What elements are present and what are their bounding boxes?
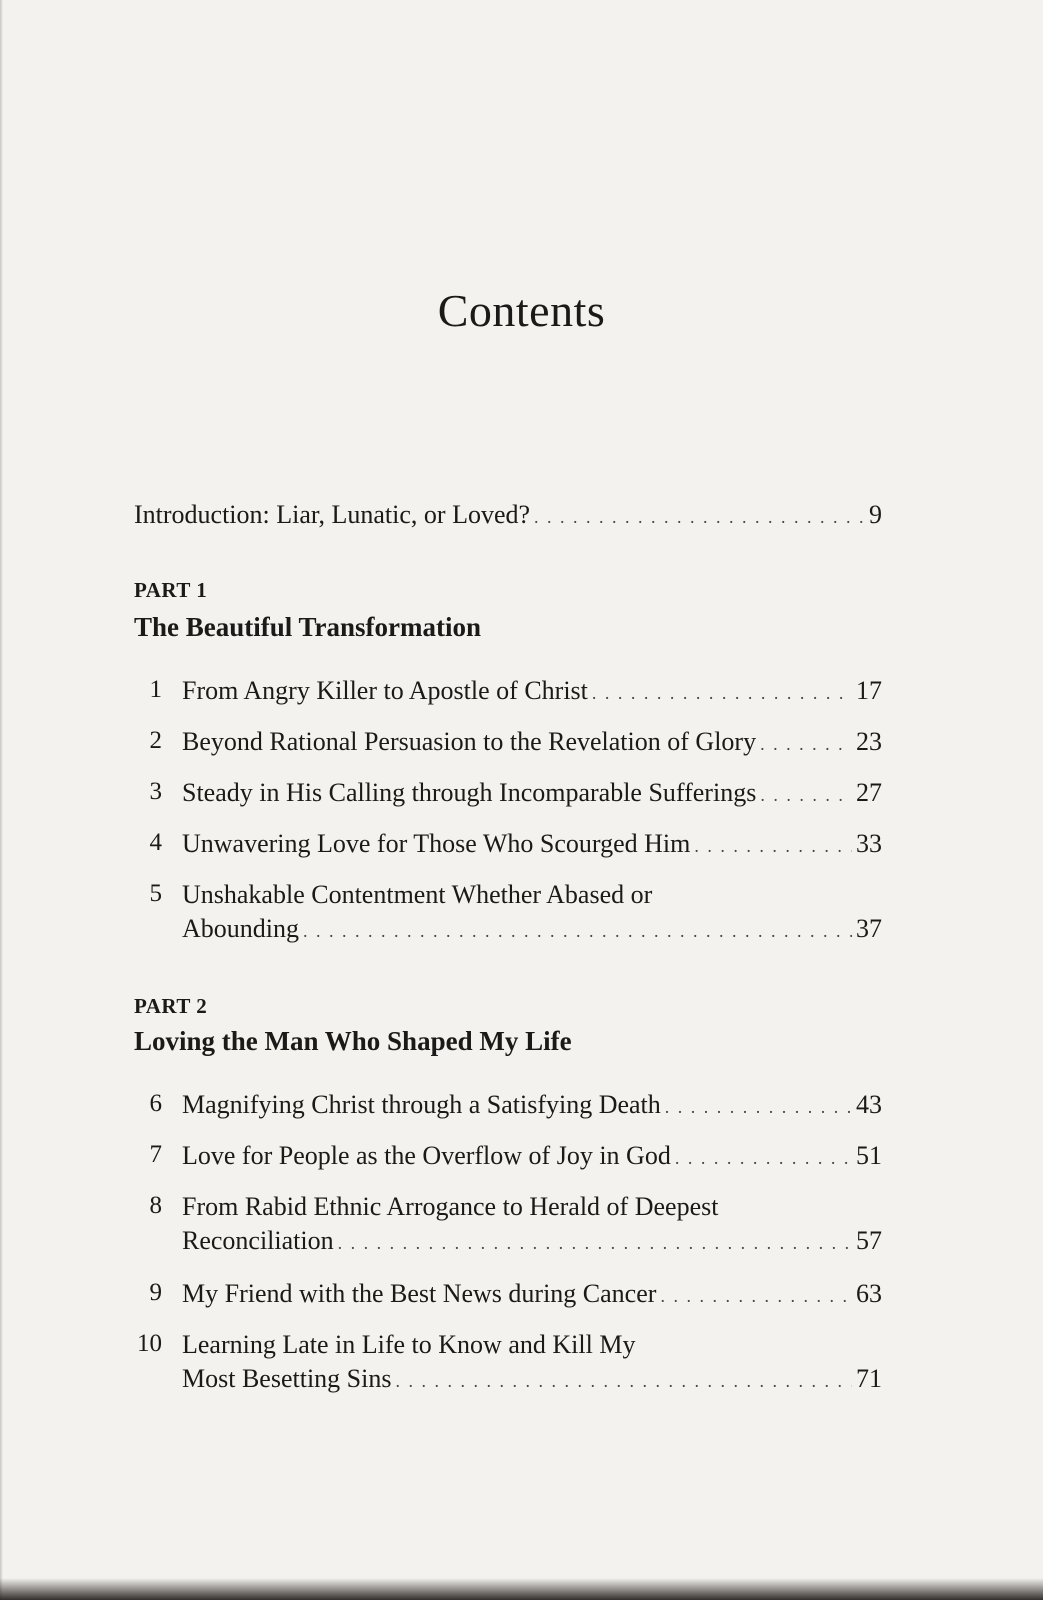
page-left-edge [0, 0, 3, 1600]
dot-leader [660, 1286, 852, 1307]
chapter-number: 1 [149, 676, 162, 703]
part-label: PART 1 [134, 578, 208, 602]
toc-entry-chapter-8[interactable] [182, 1226, 882, 1256]
toc-entry-chapter-3[interactable] [182, 778, 882, 808]
toc-entry-chapter-1[interactable] [182, 676, 882, 706]
chapter-title: Magnifying Christ through a Satisfying Death [182, 1090, 661, 1119]
toc-entry-introduction[interactable] [134, 500, 882, 530]
part-label: PART 2 [134, 994, 208, 1018]
dot-leader [760, 734, 852, 755]
chapter-title: Steady in His Calling through Incomparable Sufferings [182, 778, 757, 807]
part-title: Loving the Man Who Shaped My Life [134, 1026, 572, 1056]
chapter-title-line-2: Abounding [182, 914, 299, 943]
chapter-title-line-2: Most Besetting Sins [182, 1364, 392, 1393]
chapter-number: 4 [149, 829, 162, 856]
toc-entry-label: Introduction: Liar, Lunatic, or Loved? [134, 500, 531, 529]
page-title: Contents [437, 285, 606, 336]
chapter-title-line-1: From Rabid Ethnic Arrogance to Herald of Deepest [182, 1192, 719, 1221]
chapter-number: 3 [149, 778, 162, 805]
toc-entry-chapter-2[interactable] [182, 727, 882, 757]
dot-leader [675, 1148, 852, 1169]
toc-page-number: 57 [856, 1226, 882, 1255]
chapter-title-line-1: Unshakable Contentment Whether Abased or [182, 880, 653, 909]
chapter-title-line-2: Reconciliation [182, 1226, 334, 1255]
dot-leader [534, 507, 865, 528]
toc-page-number: 51 [856, 1141, 882, 1170]
dot-leader [694, 836, 852, 857]
toc-entry-chapter-9[interactable] [182, 1279, 882, 1309]
chapter-title-line-1: Learning Late in Life to Know and Kill My [182, 1330, 636, 1359]
chapter-number: 5 [149, 880, 162, 907]
dot-leader [303, 921, 852, 942]
toc-page-number: 63 [856, 1279, 882, 1308]
chapter-number: 6 [149, 1090, 162, 1117]
chapter-number: 9 [149, 1279, 162, 1306]
toc-page-number: 71 [856, 1364, 882, 1393]
dot-leader [592, 683, 852, 704]
toc-page-number: 23 [856, 727, 882, 756]
dot-leader [395, 1371, 852, 1392]
toc-page-number: 37 [856, 914, 882, 943]
toc-entry-chapter-7[interactable] [182, 1141, 882, 1171]
chapter-title: Love for People as the Overflow of Joy in God [182, 1141, 671, 1170]
toc-entry-chapter-10[interactable] [182, 1364, 882, 1394]
chapter-number: 2 [149, 727, 162, 754]
chapter-number: 8 [149, 1192, 162, 1219]
chapter-title: Unwavering Love for Those Who Scourged Him [182, 829, 691, 858]
toc-entry-chapter-5[interactable] [182, 914, 882, 944]
toc-page-number: 43 [856, 1090, 882, 1119]
chapter-title: My Friend with the Best News during Cancer [182, 1279, 657, 1308]
toc-page-number: 9 [869, 500, 882, 529]
dot-leader [338, 1233, 852, 1254]
chapter-number: 7 [149, 1141, 162, 1168]
toc-page-number: 17 [856, 676, 882, 705]
chapter-number: 10 [137, 1330, 162, 1357]
toc-entry-chapter-6[interactable] [182, 1090, 882, 1120]
dot-leader [665, 1097, 852, 1118]
chapter-title: From Angry Killer to Apostle of Christ [182, 676, 588, 705]
toc-page-number: 27 [856, 778, 882, 807]
part-title: The Beautiful Transformation [134, 612, 482, 642]
toc-entry-chapter-4[interactable] [182, 829, 882, 859]
toc-page-number: 33 [856, 829, 882, 858]
page-bottom-shadow [0, 1578, 1043, 1600]
dot-leader [760, 785, 852, 806]
chapter-title: Beyond Rational Persuasion to the Revelation of Glory [182, 727, 757, 756]
